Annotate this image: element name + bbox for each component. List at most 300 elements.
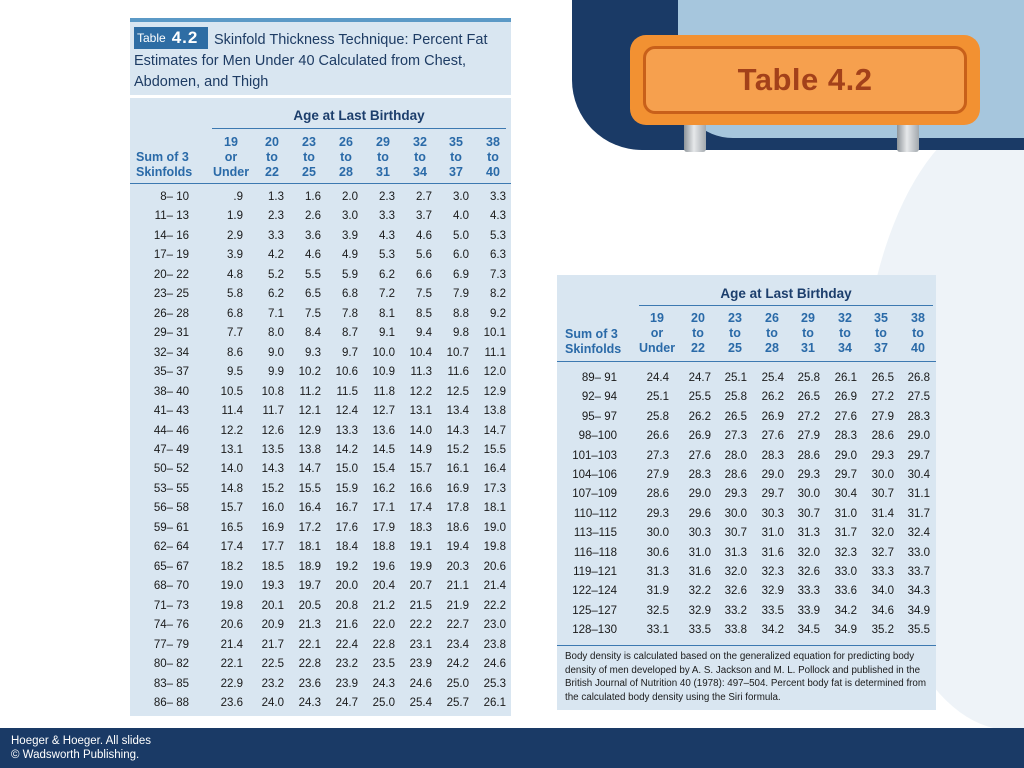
sum-header-line1: Sum of 3 — [136, 150, 189, 164]
table-cell: 17.3 — [483, 482, 506, 495]
table-cell: 30.6 — [646, 546, 669, 559]
table-cell: 25.8 — [724, 391, 747, 404]
table-cell: 29.6 — [688, 507, 711, 520]
table-cell: 8.1 — [379, 307, 395, 320]
left-table-panel — [130, 18, 511, 716]
table-cell: 16.0 — [261, 502, 284, 515]
table-cell: 13.1 — [409, 405, 432, 418]
table-cell: 34.3 — [907, 585, 930, 598]
table-cell: 14.0 — [409, 424, 432, 437]
table-cell: 30.4 — [907, 469, 930, 481]
table-cell: 23.6 — [298, 677, 321, 690]
column-header-line: 29 — [376, 135, 390, 149]
column-header-line: 28 — [339, 165, 353, 179]
table-cell: 21.2 — [372, 599, 395, 612]
table-cell: 14.2 — [335, 443, 358, 456]
table-cell: 31.3 — [724, 546, 747, 559]
table-cell: 33.9 — [797, 604, 820, 617]
table-cell: 11.6 — [447, 366, 469, 379]
table-cell: 28.3 — [761, 449, 784, 462]
table-cell: 28.3 — [834, 430, 857, 443]
table-cell: 25.1 — [646, 391, 669, 404]
table-cell: 35.2 — [871, 624, 894, 637]
table-row — [557, 621, 936, 640]
table-cell: .9 — [233, 191, 243, 203]
footer-credit — [11, 734, 151, 762]
column-header-line: 29 — [801, 311, 815, 325]
table-cell: 23.2 — [261, 677, 284, 690]
table-cell: 26.6 — [646, 430, 669, 443]
table-cell: 7.2 — [379, 288, 395, 301]
table-cell: 6.2 — [379, 268, 395, 281]
table-cell: 20.6 — [220, 619, 243, 632]
column-header-line: 38 — [911, 311, 925, 325]
table-cell: 9.2 — [490, 307, 506, 320]
column-header-line: 31 — [801, 341, 815, 355]
column-header-line: 23 — [302, 135, 316, 149]
table-row — [130, 363, 511, 382]
row-range: 95– 97 — [581, 410, 617, 423]
row-range: 44– 46 — [153, 424, 189, 437]
table-cell: 19.9 — [409, 560, 432, 573]
table-cell: 9.8 — [453, 327, 469, 340]
table-cell: 23.4 — [446, 638, 469, 651]
table-cell: 10.5 — [220, 385, 243, 398]
table-cell: 4.2 — [268, 249, 284, 262]
table-row — [130, 227, 511, 246]
table-cell: 15.5 — [483, 443, 506, 456]
table-cell: 2.6 — [305, 210, 321, 223]
table-cell: 24.3 — [298, 696, 321, 709]
row-range: 77– 79 — [153, 638, 189, 651]
table-cell: 20.0 — [335, 580, 358, 593]
table-cell: 6.2 — [268, 288, 284, 301]
table-cell: 33.6 — [834, 585, 857, 598]
table-cell: 21.5 — [409, 599, 432, 612]
footer-line-2: © Wadsworth Publishing. — [11, 749, 140, 761]
table-row — [130, 538, 511, 557]
column-header-line: 40 — [486, 165, 500, 179]
table-cell: 19.4 — [446, 541, 469, 554]
header-bottom-rule — [557, 361, 936, 362]
column-header-line: 22 — [265, 165, 279, 179]
table-cell: 8.6 — [227, 346, 243, 359]
table-cell: 13.3 — [335, 424, 358, 437]
row-range: 107–109 — [572, 488, 617, 501]
table-cell: 18.9 — [298, 560, 321, 573]
table-cell: 10.2 — [298, 366, 321, 379]
table-cell: 4.6 — [305, 249, 321, 262]
column-header — [635, 311, 679, 356]
table-row — [130, 188, 511, 207]
table-cell: 2.7 — [416, 191, 432, 203]
row-range: 47– 49 — [153, 443, 189, 456]
table-cell: 11.3 — [410, 366, 432, 379]
row-range: 113–115 — [573, 527, 617, 540]
column-header — [471, 135, 515, 180]
table-cell: 34.2 — [834, 604, 857, 617]
table-cell: 23.9 — [409, 658, 432, 671]
table-cell: 13.8 — [483, 405, 506, 418]
table-cell: 30.3 — [688, 527, 711, 540]
table-cell: 21.9 — [446, 599, 469, 612]
table-cell: 18.2 — [220, 560, 243, 573]
table-row — [557, 388, 936, 407]
table-cell: 7.5 — [305, 307, 321, 320]
age-header-rule — [639, 305, 933, 306]
table-title-box — [130, 18, 511, 94]
table-cell: 28.0 — [724, 449, 747, 462]
column-header-line: to — [875, 326, 887, 340]
table-row — [130, 305, 511, 324]
table-cell: 20.4 — [372, 580, 395, 593]
table-cell: 31.7 — [907, 507, 930, 520]
row-range: 65– 67 — [153, 560, 189, 573]
table-cell: 15.2 — [446, 443, 469, 456]
table-cell: 3.7 — [416, 210, 432, 223]
table-cell: 29.0 — [688, 488, 711, 501]
table-cell: 23.0 — [483, 619, 506, 632]
table-cell: 31.3 — [797, 527, 820, 540]
table-cell: 29.7 — [761, 488, 784, 501]
row-range: 125–127 — [572, 604, 617, 617]
table-cell: 11.2 — [299, 385, 321, 398]
row-range: 104–106 — [572, 469, 617, 481]
table-cell: 4.3 — [490, 210, 506, 223]
table-cell: 26.1 — [483, 696, 506, 709]
table-cell: 31.0 — [834, 507, 857, 520]
table-cell: 26.9 — [761, 410, 784, 423]
column-header-line: 34 — [413, 165, 427, 179]
column-header-line: to — [266, 150, 278, 164]
column-header-line: to — [340, 150, 352, 164]
row-range: 80– 82 — [153, 658, 189, 671]
table-cell: 6.6 — [416, 268, 432, 281]
table-cell: 20.7 — [409, 580, 432, 593]
table-cell: 3.6 — [305, 229, 321, 242]
table-cell: 17.1 — [372, 502, 395, 515]
table-cell: 14.0 — [220, 463, 243, 476]
table-row — [130, 597, 511, 616]
table-cell: 22.5 — [261, 658, 284, 671]
table-row — [130, 441, 511, 460]
table-cell: 27.9 — [871, 410, 894, 423]
table-cell: 29.3 — [724, 488, 747, 501]
footnote: Body density is calculated based on the generalized equation for predicting body density of men developed by A. S. Jackson and M. L. Pollock and published in the British Journal of Nutrition 40 (1978): 497–504. Percent body fat is determined from the calculated body density using the Siri formula. — [565, 651, 927, 703]
column-header-line: 37 — [449, 165, 463, 179]
column-header-line: 19 — [650, 311, 664, 325]
table-cell: 29.0 — [834, 449, 857, 462]
table-cell: 19.8 — [483, 541, 506, 554]
row-range: 68– 70 — [153, 580, 189, 593]
column-header-line: 35 — [874, 311, 888, 325]
table-cell: 16.2 — [372, 482, 395, 495]
table-row — [130, 636, 511, 655]
table-cell: 32.9 — [761, 585, 784, 598]
table-row — [557, 602, 936, 621]
row-range: 41– 43 — [153, 405, 189, 418]
table-cell: 25.5 — [688, 391, 711, 404]
table-cell: 28.6 — [646, 488, 669, 501]
table-cell: 17.8 — [446, 502, 469, 515]
table-row — [130, 344, 511, 363]
table-cell: 18.6 — [446, 521, 469, 534]
table-cell: 28.6 — [724, 469, 747, 481]
table-cell: 22.2 — [483, 599, 506, 612]
table-cell: 4.0 — [453, 210, 469, 223]
column-header-line: 23 — [728, 311, 742, 325]
table-cell: 24.0 — [261, 696, 284, 709]
row-range: 128–130 — [572, 624, 617, 637]
table-cell: 30.0 — [724, 507, 747, 520]
table-cell: 18.1 — [298, 541, 321, 554]
table-cell: 31.0 — [688, 546, 711, 559]
table-cell: 4.6 — [416, 229, 432, 242]
table-cell: 18.5 — [261, 560, 284, 573]
column-header-line: 20 — [265, 135, 279, 149]
table-cell: 34.0 — [871, 585, 894, 598]
column-header-line: 38 — [486, 135, 500, 149]
table-cell: 17.2 — [298, 521, 321, 534]
row-range: 29– 31 — [153, 327, 189, 340]
row-range: 53– 55 — [153, 482, 189, 495]
column-header-line: to — [377, 150, 389, 164]
column-header-line: Under — [638, 341, 676, 355]
table-cell: 24.4 — [646, 372, 669, 384]
table-row — [130, 266, 511, 285]
row-range: 98–100 — [578, 430, 617, 443]
column-header-line: to — [450, 150, 462, 164]
table-cell: 28.3 — [688, 469, 711, 481]
table-cell: 32.2 — [688, 585, 711, 598]
table-cell: 31.3 — [646, 566, 669, 578]
table-cell: 15.0 — [335, 463, 358, 476]
sign-text: Table 4.2 — [737, 62, 873, 97]
table-cell: 16.4 — [298, 502, 321, 515]
table-row — [130, 577, 511, 596]
table-cell: 16.9 — [446, 482, 469, 495]
table-cell: 8.7 — [342, 327, 358, 340]
table-cell: 29.3 — [646, 507, 669, 520]
row-range: 26– 28 — [153, 307, 189, 320]
table-cell: 23.9 — [335, 677, 358, 690]
footer-line-1: Hoeger & Hoeger. All slides — [11, 735, 151, 747]
table-cell: 7.8 — [342, 307, 358, 320]
sum-header-line1: Sum of 3 — [565, 327, 618, 341]
table-cell: 10.4 — [409, 346, 432, 359]
table-cell: 5.6 — [416, 249, 432, 262]
age-header: Age at Last Birthday — [720, 286, 852, 301]
table-row — [130, 460, 511, 479]
column-header-line: 40 — [911, 341, 925, 355]
table-row — [130, 616, 511, 635]
table-cell: 25.8 — [797, 372, 820, 384]
table-cell: 20.5 — [298, 599, 321, 612]
table-cell: 12.9 — [483, 385, 506, 398]
table-cell: 26.9 — [834, 391, 857, 404]
table-cell: 21.3 — [298, 619, 321, 632]
table-cell: 16.9 — [261, 521, 284, 534]
table-cell: 2.3 — [379, 191, 395, 203]
table-row — [557, 544, 936, 563]
column-header-line: 32 — [413, 135, 427, 149]
table-cell: 26.1 — [834, 372, 857, 384]
table-cell: 33.7 — [907, 566, 930, 578]
table-cell: 31.0 — [761, 527, 784, 540]
table-cell: 27.3 — [724, 430, 747, 443]
row-range: 14– 16 — [153, 229, 189, 242]
table-cell: 22.8 — [372, 638, 395, 651]
table-cell: 5.2 — [268, 268, 284, 281]
table-row — [130, 694, 511, 713]
table-cell: 3.3 — [490, 191, 506, 203]
table-row — [130, 519, 511, 538]
table-cell: 27.2 — [871, 391, 894, 404]
table-cell: 12.6 — [261, 424, 284, 437]
table-row — [130, 402, 511, 421]
sum-header — [136, 150, 192, 180]
column-header-line: 19 — [224, 135, 238, 149]
table-cell: 8.4 — [305, 327, 321, 340]
table-cell: 11.5 — [336, 385, 358, 398]
table-cell: 35.5 — [907, 624, 930, 637]
table-cell: 7.9 — [453, 288, 469, 301]
row-range: 74– 76 — [153, 619, 189, 632]
table-cell: 17.7 — [261, 541, 284, 554]
table-cell: 22.0 — [372, 619, 395, 632]
table-cell: 13.6 — [372, 424, 395, 437]
table-cell: 18.3 — [409, 521, 432, 534]
table-cell: 33.1 — [646, 624, 669, 637]
table-cell: 9.5 — [227, 366, 243, 379]
table-cell: 12.1 — [298, 405, 321, 418]
table-cell: 19.8 — [220, 599, 243, 612]
right-table-panel — [557, 275, 936, 710]
table-cell: 8.2 — [490, 288, 506, 301]
row-range: 35– 37 — [153, 366, 189, 379]
table-cell: 22.8 — [298, 658, 321, 671]
column-header-line: or — [650, 326, 664, 340]
table-cell: 25.0 — [446, 677, 469, 690]
table-cell: 27.6 — [688, 449, 711, 462]
column-header-line: 34 — [838, 341, 852, 355]
table-cell: 27.3 — [646, 449, 669, 462]
table-row — [130, 285, 511, 304]
table-cell: 19.3 — [261, 580, 284, 593]
table-cell: 30.7 — [797, 507, 820, 520]
table-cell: 3.9 — [342, 229, 358, 242]
table-cell: 10.9 — [372, 366, 395, 379]
table-cell: 23.5 — [372, 658, 395, 671]
table-cell: 32.0 — [724, 566, 747, 578]
table-cell: 21.6 — [335, 619, 358, 632]
table-row — [130, 675, 511, 694]
table-cell: 20.3 — [446, 560, 469, 573]
table-cell: 21.4 — [220, 638, 243, 651]
table-cell: 25.4 — [409, 696, 432, 709]
badge-number: 4.2 — [171, 28, 199, 47]
table-cell: 23.6 — [220, 696, 243, 709]
table-cell: 10.0 — [372, 346, 395, 359]
table-cell: 23.8 — [483, 638, 506, 651]
row-range: 56– 58 — [153, 502, 189, 515]
table-cell: 11.8 — [373, 385, 395, 398]
table-cell: 28.6 — [797, 449, 820, 462]
table-row — [130, 480, 511, 499]
table-cell: 32.5 — [646, 604, 669, 617]
column-header-line: 31 — [376, 165, 390, 179]
table-cell: 19.7 — [298, 580, 321, 593]
header-bottom-rule — [130, 183, 511, 184]
table-cell: 2.0 — [342, 191, 358, 203]
table-row — [557, 369, 936, 388]
column-header-line: 28 — [765, 341, 779, 355]
table-cell: 29.0 — [907, 430, 930, 443]
row-range: 92– 94 — [581, 391, 617, 404]
table-cell: 25.0 — [372, 696, 395, 709]
table-cell: 29.3 — [797, 469, 820, 481]
table-cell: 34.6 — [871, 604, 894, 617]
column-header-line: to — [487, 150, 499, 164]
table-cell: 33.5 — [761, 604, 784, 617]
table-cell: 15.9 — [335, 482, 358, 495]
table-cell: 24.6 — [409, 677, 432, 690]
table-cell: 27.5 — [907, 391, 930, 404]
table-cell: 32.7 — [871, 546, 894, 559]
table-cell: 12.0 — [483, 366, 506, 379]
table-row — [557, 582, 936, 601]
table-row — [557, 466, 936, 485]
table-cell: 6.3 — [490, 249, 506, 262]
table-cell: 12.5 — [446, 385, 469, 398]
table-cell: 29.3 — [871, 449, 894, 462]
table-cell: 31.6 — [688, 566, 711, 578]
table-cell: 19.1 — [409, 541, 432, 554]
age-header-rule — [212, 128, 506, 129]
table-cell: 16.6 — [409, 482, 432, 495]
table-cell: 14.8 — [220, 482, 243, 495]
table-cell: 8.8 — [453, 307, 469, 320]
table-cell: 24.7 — [688, 372, 711, 384]
table-cell: 13.4 — [446, 405, 469, 418]
table-cell: 16.4 — [483, 463, 506, 476]
row-range: 110–112 — [573, 507, 617, 520]
table-cell: 25.3 — [483, 677, 506, 690]
table-cell: 10.1 — [483, 327, 506, 340]
table-cell: 16.5 — [220, 521, 243, 534]
table-cell: 20.1 — [261, 599, 284, 612]
table-cell: 22.2 — [409, 619, 432, 632]
table-cell: 20.9 — [261, 619, 284, 632]
row-range: 83– 85 — [153, 677, 189, 690]
row-range: 86– 88 — [153, 696, 189, 709]
table-cell: 19.2 — [335, 560, 358, 573]
table-cell: 23.1 — [409, 638, 432, 651]
table-cell: 15.4 — [372, 463, 395, 476]
table-cell: 24.2 — [446, 658, 469, 671]
table-cell: 31.4 — [871, 507, 894, 520]
row-range: 89– 91 — [581, 372, 617, 384]
table-cell: 19.6 — [372, 560, 395, 573]
table-title: Skinfold Thickness Technique: Percent Fat Estimates for Men Under 40 Calculated from Chest, Abdomen, and Thigh — [134, 32, 488, 90]
table-cell: 9.0 — [268, 346, 284, 359]
table-cell: 15.7 — [220, 502, 243, 515]
table-cell: 30.0 — [646, 527, 669, 540]
table-cell: 23.2 — [335, 658, 358, 671]
table-cell: 10.6 — [335, 366, 358, 379]
table-cell: 8.5 — [416, 307, 432, 320]
table-cell: 30.4 — [834, 488, 857, 501]
